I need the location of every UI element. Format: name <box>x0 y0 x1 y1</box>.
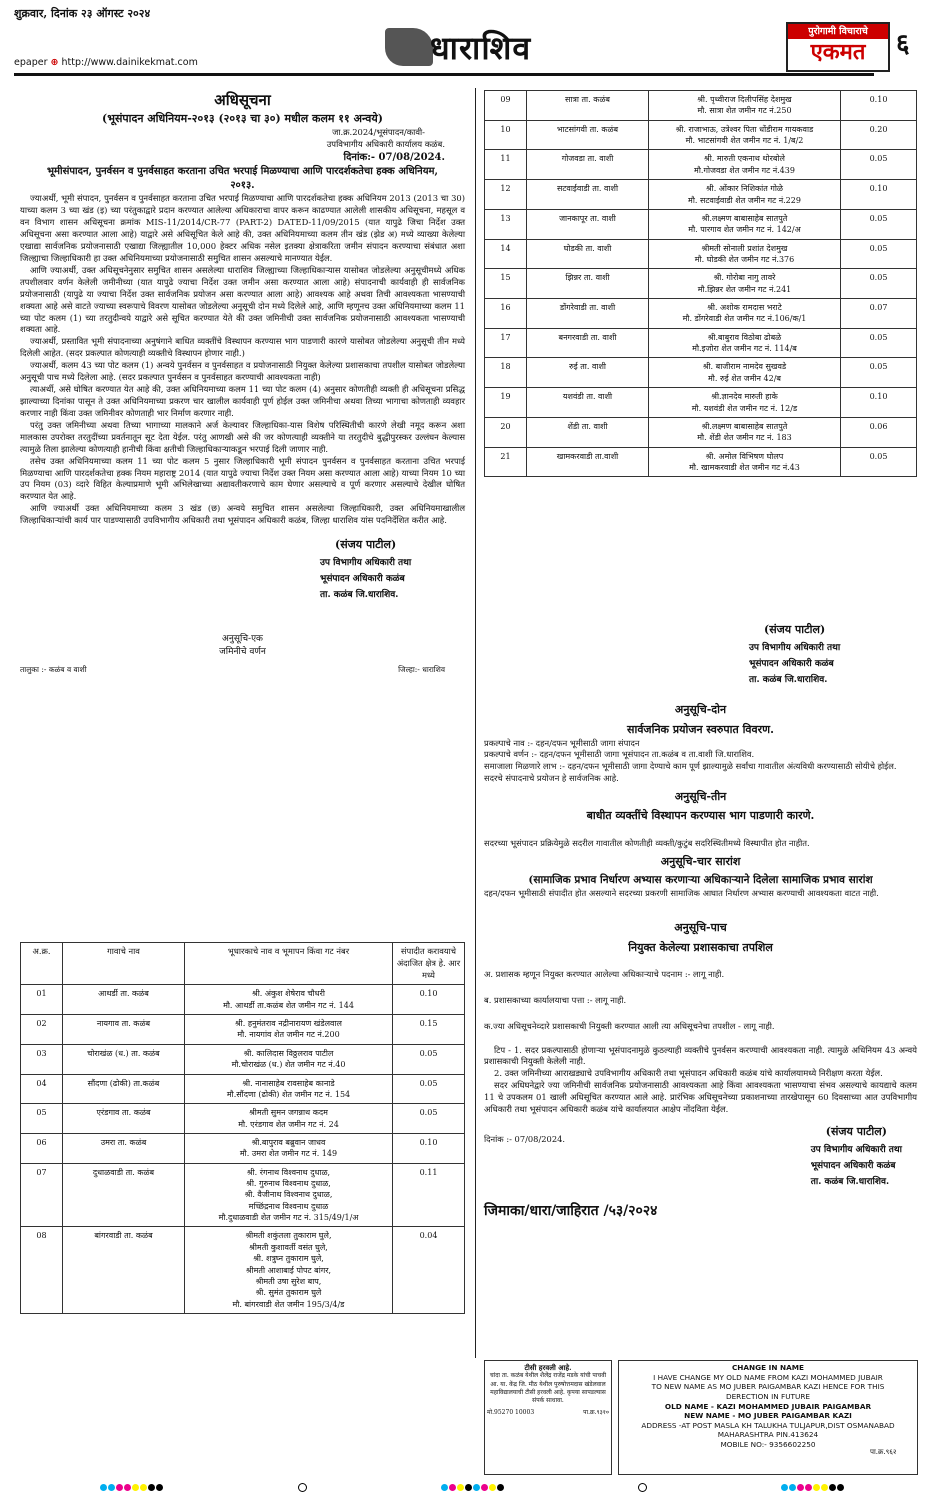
area-value: 0.10 <box>393 1133 465 1163</box>
holder-line: श्री. गुरुनाथ विश्वनाथ दुधाळ, <box>246 1179 331 1189</box>
signatory-closing-line-3: ता. कळंब जि.धाराशिव. <box>810 1177 890 1188</box>
holder-details <box>649 269 841 299</box>
table-row <box>21 1133 465 1163</box>
area-value: 0.05 <box>393 1044 465 1074</box>
holder-line: मौ.सौंदणा (ढोकी) शेत जमीन गट नं. 154 <box>226 1089 351 1099</box>
table-row <box>485 269 917 299</box>
village-name: बांगरवाडी ता. कळंब <box>63 1227 185 1314</box>
row-number: 08 <box>21 1227 63 1314</box>
village-name: सटवाईवाडी ता. वाशी <box>527 180 649 210</box>
village-name: बनगरवाडी ता. वाशी <box>527 328 649 358</box>
row-number: 14 <box>485 239 527 269</box>
lost-tc-phone: मो.95270 10003 <box>487 1408 535 1416</box>
holder-line: मौ. उमरा शेत जमीन गट नं. 149 <box>239 1149 338 1159</box>
notice-para-4: ज्याअर्थी, कलम 43 च्या पोट कलम (1) अन्वये पुनर्वसन व पुनर्वसाहत व प्रयोजनासाठी नियुक्त केलेल्या प्रशासकाचा तपशील यासोबत जोडलेल्या अनुसूची पाच मध्ये दिलेला आहे. (सदर प्रकल्पात पुनर्वसन व पुनर्वसाहत करण्याची आवश्यकता नाही) <box>20 360 465 383</box>
holder-details <box>649 239 841 269</box>
holder-details <box>649 328 841 358</box>
name-change-line-2: TO NEW NAME AS MO JUBER PAIGAMBAR KAZI HENCE FOR THIS <box>651 1382 885 1392</box>
registration-mark-icon <box>638 1483 647 1492</box>
signatory-name-right: (संजय पाटील) <box>764 623 826 636</box>
holder-details <box>185 1227 393 1314</box>
row-number: 06 <box>21 1133 63 1163</box>
schedule-5-note-3: सदर अधिघनेद्वारे ज्या जमिनीची सार्वजनिक प्रयोजनासाठी आवश्यकता आहे किंवा आवश्यकता भासण्याचा संभव असल्याचे कायद्याचे कलम 11 चे उपकलम 01 खाली अधिसूचित करण्यात आले आहे. प्रारंभिक अधिसूचनेच्या प्रकाशनाच्या तारखेपासून 60 दिवसाच्या आत उपविभागीय अधिकारी तथा भूसंपादन अधिकारी कळंब यांचे कार्यालयात आक्षेप नोंदविता येईल. <box>484 1080 917 1115</box>
holder-line: श्रीमती सोनाली प्रशांत देशमुख <box>701 243 788 253</box>
area-value: 0.10 <box>393 985 465 1015</box>
schedule-2-line-1: प्रकल्पाचे नाव :- दहन/दफन भूमीसाठी जागा संपादन <box>484 737 640 748</box>
holder-line: श्रीमती कुशावर्ती वसंत घुले, <box>249 1242 328 1252</box>
name-change-line-1: I HAVE CHANGE MY OLD NAME FROM KAZI MOHAMMED JUBAIR <box>653 1372 883 1382</box>
village-name: डोंगरेवाडी ता. वाशी <box>527 299 649 329</box>
holder-line: श्री.लक्ष्मण बाबासाहेब सातपुते <box>701 213 788 223</box>
signature-block <box>320 535 465 603</box>
signatory-right-line-1: उप विभागीय अधिकारी तथा <box>749 642 841 653</box>
area-value: 0.05 <box>841 328 917 358</box>
holder-line: मौ.झिन्नर शेत जमीन गट नं.241 <box>697 284 792 294</box>
schedule-3-text: सदरच्या भूसंपादन प्रक्रियेमुळे सदरील गावातील कोणतीही व्यक्ती/कुटुंब सदरिस्थितीमध्ये विस्थापीत होत नाहीत. <box>484 837 810 848</box>
signatory-line-2: भूसंपादन अधिकारी कळंब <box>320 574 405 585</box>
holder-line: श्री. राजाभाऊ, उत्रेश्वर पिता धोंडीराम गायकवाड <box>675 124 814 134</box>
notice-para-8: आणि ज्याअर्थी उक्त अधिनियमाच्या कलम 3 खंड (छ) अन्वये समुचित शासन असलेल्या जिल्हाधिकारी, उक्त अधिनियमाखालील जिल्हाधिकाऱ्यांची कार्य पार पाडण्यासाठी उपविभागीय अधिकारी तथा भूसंपादन अधिकारी कळंब, जिल्हा धाराशिव यांस पदनिर्देशित करीत आहे. <box>20 503 465 526</box>
holder-line: श्रीमती आशाबाई पोपट बांगर, <box>245 1265 332 1275</box>
village-name: गोजवडा ता. वाशी <box>527 150 649 180</box>
holder-line: मौ. डोंगरेवाडी शेत जमीन गट नं.106/क/1 <box>682 314 807 324</box>
holder-line: मौ.दुधाळवाडी शेत जमीन गट नं. 315/49/1/अ <box>218 1213 359 1223</box>
row-number: 05 <box>21 1104 63 1134</box>
lost-tc-title: टीसी हरवली आहे. <box>524 1363 572 1372</box>
holder-line: मौ.गोजवडा शेत जमीन गट नं.439 <box>694 165 795 175</box>
holder-details <box>185 985 393 1015</box>
lost-tc-ad <box>484 1360 612 1475</box>
signatory-right-line-2: भूसंपादन अधिकारी कळंब <box>749 658 834 669</box>
holder-line: मौ. आथर्डी ता.कळंब शेत जमीन गट नं. 144 <box>223 1000 354 1010</box>
area-value: 0.10 <box>841 180 917 210</box>
row-number: 17 <box>485 328 527 358</box>
notice-title: अधिसूचना <box>214 91 271 109</box>
area-value: 0.07 <box>841 299 917 329</box>
area-value: 0.05 <box>841 269 917 299</box>
col-header-village: गावाचे नाव <box>63 943 185 985</box>
name-change-line-8: MOBILE NO:- 9356602250 <box>720 1440 816 1449</box>
name-change-line-4: OLD NAME - KAZI MOHAMMED JUBAIR PAIGAMBAR <box>664 1401 872 1411</box>
row-number: 15 <box>485 269 527 299</box>
holder-line: श्री.बापुराव बब्रुवान जाधव <box>251 1137 326 1147</box>
notice-para-1: ज्याअर्थी, भूमी संपादन, पुनर्वसन व पुनर्वसाहत करताना उचित भरपाई मिळण्याचा आणि पारदर्शकतेचा हक्क अधिनियम 2013 (2013 चा 30) याच्या कलम 3 च्या खंड (इ) च्या परंतुकाद्वारे प्रदान करण्यात आलेल्या अधिकाराचा वापर करून काढण्यात आलेली शासकीय अधिसूचना, महसूल व वन विभाग शासन अधिसूचना क्रमांक MIS-11/2014/CR-77 (PART-2) DATED-11/09/2015 (यात यापुढे जिचा निर्देश उक्त अधिसूचना असा करण्यात आला आहे) याद्वारे असे अधिसूचित केले आहे की, उक्त अधिनियमाच्या कलम तीन खंड (झेड अ) मध्ये व्याख्या केलेल्या एखाद्या सार्वजनिक प्रयोजनासाठी एखाद्या जिल्ह्यातील 10,000 हेक्टर अधिक नसेल इतक्या क्षेत्राकरिता जमीन संपादन करण्याचा संबंधात अशा जिल्ह्याचा जिल्हाधिकारी हा उक्त अधिनियमाच्या प्रयोजनासाठी समुचित शासन असल्याचे मानण्यात येईल. <box>20 193 465 263</box>
notice-para-6: परंतु उक्त जमिनीच्या अथवा तिच्या भागाच्या मालकाने अर्ज केल्यावर जिल्हाधिका-यास विशेष परिस्थितीची कारणे लेखी नमूद करून अशा मालकास उपरोक्त तरतुदींच्या प्रवर्तनातून सूट देता येईल. परंतु आणखी असे की जर कोणत्याही व्यक्तीने या तरतुदीचे बुद्धीपुरस्कर उल्लंघन केल्यास त्यामुळे तिला झालेल्या कोणत्याही हानीची किंवा क्षतीची जिल्हाधिकाऱ्याकडून भरपाई दिली जाणार नाही. <box>20 419 465 454</box>
village-name: चोराखंळ (ध.) ता. कळंब <box>63 1044 185 1074</box>
table-row <box>485 239 917 269</box>
schedule-3-heading: बाधीत व्यक्तींचे विस्थापन करण्यास भाग पाडणारी कारणे. <box>586 809 815 823</box>
schedule-2-line-2: प्रकल्पाचे वर्णन :- दहन/दफन भूमीसाठी जागा भूसंपादन ता.कळंब व ता.वाशी जि.धाराशिव. <box>484 749 755 760</box>
holder-line: मौ. बांगरवाडी शेत जमीन 195/3/4/ड <box>232 1299 345 1309</box>
schedule-1-table-right <box>484 90 917 477</box>
table-row <box>21 1015 465 1045</box>
holder-line: मच्छिंद्रनाथ विश्वनाथ दुधाळ <box>248 1201 329 1211</box>
schedules-column <box>484 620 917 1222</box>
schedule-1-table-left <box>20 942 465 1314</box>
col-header-no: अ.क्र. <box>21 943 63 985</box>
holder-line: श्री. ओंकार निशिकांत गोळे <box>705 184 784 194</box>
village-name: रुई ता. वाशी <box>527 358 649 388</box>
epaper-line <box>14 56 198 69</box>
name-change-title: CHANGE IN NAME <box>731 1363 805 1372</box>
table-row <box>21 1104 465 1134</box>
signature-block-right <box>749 620 917 688</box>
schedule-4-title: अनुसूचि-चार सारांश <box>660 854 741 868</box>
village-name: भाटसांगवी ता. कळंब <box>527 120 649 150</box>
schedule-5-title: अनुसूचि-पाच <box>674 921 727 934</box>
taluka-row <box>20 665 465 676</box>
holder-details <box>649 299 841 329</box>
print-registration-strip <box>100 1483 845 1493</box>
schedule-4-text: दहन/दफन भूमीसाठी संपादीत होत असल्याने सदरच्या प्रकरणी सामाजिक आघात निर्धारण अभ्यास करण्याची आवश्यकता वाटत नाही. <box>484 888 879 899</box>
col-header-area: संपादीत करावयाचे अंदाजित क्षेत्र हे. आर मध्ये <box>393 943 465 985</box>
area-value: 0.05 <box>393 1074 465 1104</box>
signatory-name-closing: (संजय पाटील) <box>825 1125 887 1139</box>
brand-logo <box>786 22 890 72</box>
schedule-5-heading: नियुक्त केलेल्या प्रशासकाचा तपशिल <box>628 940 773 954</box>
row-number: 19 <box>485 388 527 418</box>
holder-line: मौ. घोडकी शेत जमीन गट नं.376 <box>694 254 795 264</box>
signatory-right-line-3: ता. कळंब जि.धाराशिव. <box>749 675 828 686</box>
taluka-label: तालुका :- कळंब व वाशी <box>20 665 87 675</box>
area-value: 0.05 <box>841 358 917 388</box>
website-link[interactable]: http://www.dainikekmat.com <box>61 57 198 68</box>
page-header <box>0 0 945 100</box>
holder-line: श्री. सुमंत तुकाराम घुले <box>255 1288 322 1298</box>
table-row <box>21 1163 465 1227</box>
holder-line: मौ. सटवाईवाडी शेत जमीन गट नं.229 <box>688 195 801 205</box>
holder-details <box>649 358 841 388</box>
table-row <box>485 209 917 239</box>
issue-date: शुक्रवार, दिनांक २३ ऑगस्ट २०२४ <box>14 7 151 20</box>
village-name: जानकापूर ता. वाशी <box>527 209 649 239</box>
holder-line: मौ. एरंडगाव शेत जमीन गट नं. 24 <box>238 1119 339 1129</box>
notice-subtitle: (भूसंपादन अधिनियम-२०१३ (२०१३ चा ३०) मधील कलम ११ अन्वये) <box>102 112 383 126</box>
row-number: 10 <box>485 120 527 150</box>
table-row <box>485 180 917 210</box>
schedule-4-heading: (सामाजिक प्रभाव निर्धारण अभ्यास करणाऱ्या अधिकाऱ्याने दिलेला सामाजिक प्रभाव सारांश <box>528 874 873 887</box>
table-row <box>21 1227 465 1314</box>
holder-line: श्री. हनुमंतराव नद्रीनारायण खंडेलवाल <box>235 1019 342 1029</box>
name-change-code: पा.क्र.९६२ <box>870 1448 897 1456</box>
holder-line: श्री. वैजीनाथ विश्वनाथ दुधाळ, <box>244 1190 333 1200</box>
name-change-line-5: NEW NAME - MO JUBER PAIGAMBAR KAZI <box>684 1411 852 1421</box>
district-map-icon <box>385 28 433 66</box>
row-number: 11 <box>485 150 527 180</box>
schedule-2-title: अनुसूचि-दोन <box>674 703 727 717</box>
holder-details <box>185 1104 393 1134</box>
lost-tc-code: पा.क्र.९३१० <box>583 1408 609 1416</box>
area-value: 0.10 <box>841 388 917 418</box>
notice-para-7: तसेच उक्त अधिनियमाच्या कलम 11 च्या पोट कलम 5 नुसार जिल्हाधिकारी भूमी संपादन पुनर्वसन व पुनर्वसाहत करताना उचित भरपाई मिळण्याचा आणि पारदर्शकतेचा हक्क नियम महाराष्ट्र 2014 (यात यापुढे ज्याचा निर्देश उक्त नियम असा करण्यात आला आहे) याच्या नियम 10 च्या उप नियम (03) व्दारे विहित केल्याप्रमाणे भूमी अभिलेखाच्या अद्यावतीकरणाचे काम घेणार असल्याचे व पूर्ण करणार असल्याचे देखील घोषित करण्यात येत आहे. <box>20 455 465 502</box>
village-name: झिन्नर ता. वाशी <box>527 269 649 299</box>
closing-row <box>484 1122 917 1190</box>
table-row <box>485 150 917 180</box>
holder-line: मौ. नायगांव शेत जमीन गट नं.200 <box>237 1030 340 1040</box>
holder-line: मौ. खामकरवाडी शेत जमीन गट नं.43 <box>689 462 800 472</box>
table-row <box>21 985 465 1015</box>
lost-tc-footer <box>487 1409 609 1417</box>
schedule-1-title: अनुसूचि-एक <box>222 634 263 645</box>
holder-details <box>649 150 841 180</box>
holder-details <box>649 180 841 210</box>
holder-line: श्री. अमोल विभिषण घोलप <box>705 451 784 461</box>
signature-block-closing <box>811 1122 902 1190</box>
village-name: सात्रा ता. कळंब <box>527 91 649 121</box>
area-value: 0.10 <box>841 91 917 121</box>
table-row <box>485 120 917 150</box>
row-number: 16 <box>485 299 527 329</box>
row-number: 18 <box>485 358 527 388</box>
village-name: नायगाव ता. कळंब <box>63 1015 185 1045</box>
table-row <box>485 91 917 121</box>
area-value: 0.20 <box>841 120 917 150</box>
holder-details <box>185 1163 393 1227</box>
holder-line: मौ. यशवंडी शेत जमीन गट नं. 12/ड <box>691 403 798 413</box>
holder-line: श्री. नानासाहेब रावसाहेब कानाडे <box>242 1078 335 1088</box>
table-row <box>485 299 917 329</box>
schedule-5-k: क.ज्या अधिसूचनेव्दारे प्रशासकाची नियुक्ती करण्यात आली त्या अधिसूचनेचा तपशील - लागू नाही. <box>484 1020 775 1031</box>
holder-line: श्री. रंगनाथ विश्वनाथ दुधाळ, <box>246 1167 331 1177</box>
schedule-2-heading: सार्वजनिक प्रयोजन स्वरुपात विवरण. <box>627 722 774 736</box>
holder-details <box>185 1074 393 1104</box>
schedule-5-b: ब. प्रशासकाच्या कार्यालयाचा पत्ता :- लागू नाही. <box>484 995 627 1005</box>
holder-line: मौ.चोराखंळ (ध.) शेत जमीन गट नं.40 <box>231 1060 346 1070</box>
village-name: एरंडगाव ता. कळंब <box>63 1104 185 1134</box>
village-name: आथर्डी ता. कळंब <box>63 985 185 1015</box>
holder-line: श्री. कालिदास विठ्ठलराव पाटील <box>243 1048 334 1058</box>
village-name: उमरा ता. कळंब <box>63 1133 185 1163</box>
holder-line: श्री. गोरोबा नागु तावरे <box>713 273 776 283</box>
row-number: 01 <box>21 985 63 1015</box>
signatory-name: (संजय पाटील) <box>335 538 397 552</box>
holder-details <box>185 1015 393 1045</box>
name-change-line-6: ADDRESS -AT POST MASLA KH TALUKHA TULJAPUR,DIST OSMANABAD <box>641 1420 895 1430</box>
row-number: 04 <box>21 1074 63 1104</box>
holder-line: मौ. भाटसांगवी शेत जमीन गट नं. 1/ब/2 <box>685 136 804 146</box>
notice-para-2: आणि ज्याअर्थी, उक्त अधिसूचनेनुसार समुचित शासन असलेल्या धाराशिव जिल्ह्याच्या जिल्हाधिकाऱ्यास यासोबत जोडलेल्या अनुसूचीमध्ये अधिक तपशीलवार वर्णन केलेली जमीनीच्या (यात यापुढे ज्याचा निर्देश उक्त जमीन असा करण्यात आला आहे) संपादनाची कार्यवाही ही सार्वजनिक प्रयोजनासाठी (यापुढे या ज्याचा निर्देश उक्त सार्वजनिक प्रयोजन असा करण्यात आला आहे) आवश्यक आहे अथवा तिची आवश्यकता भासण्याची शक्यता आहे असे वाटते ज्याच्या स्वरूपाचे विवरण यासोबत जोडलेल्या अनुसूची दोन मध्ये दिलेले आहे, आणि म्हणूनच उक्त अधिनियमाच्या कलम 11 च्या पोट कलम (1) च्या तरतुदीन्वये याद्वारे असे सूचित करण्यात येते की उक्त जमिनीची उक्त सार्वजनिक प्रयोजनासाठी आवश्यकता भासण्याची शक्यता आहे. <box>20 264 465 335</box>
village-name: सौंदणा (ढोकी) ता.कळंब <box>63 1074 185 1104</box>
holder-details <box>185 1133 393 1163</box>
signatory-line-1: उप विभागीय अधिकारी तथा <box>320 557 412 568</box>
col-header-holder: भूधारकाचे नाव व भूमापन किंवा गट नंबर <box>185 943 393 985</box>
village-name: खामकरवाडी ता.वाशी <box>527 447 649 477</box>
act-title: भूमीसंपादन, पुनर्वसन व पुनर्वसाहत करताना उचित भरपाई मिळण्याचा आणि पारदर्शकतेचा हक्क अधिनियम, २०१३. <box>47 165 438 192</box>
area-value: 0.05 <box>841 150 917 180</box>
village-name: दुधाळवाडी ता. कळंब <box>63 1163 185 1227</box>
color-dots-right <box>781 1483 845 1493</box>
notice-ref-2: उपविभागीय अधिकारी कार्यालय कळंब. <box>326 138 445 149</box>
name-change-line-7: MAHARASHTRA PIN.413624 <box>717 1430 819 1440</box>
holder-details <box>649 447 841 477</box>
holder-line: मौ. पारगाव शेत जमीन गट नं. 142/अ <box>688 225 801 235</box>
area-value: 0.05 <box>841 239 917 269</box>
notice-column <box>20 90 465 680</box>
row-number: 02 <box>21 1015 63 1045</box>
table-row <box>21 1074 465 1104</box>
holder-details <box>649 91 841 121</box>
name-change-line-3: DERECTION IN FUTURE <box>725 1391 811 1401</box>
holder-details <box>649 209 841 239</box>
row-number: 09 <box>485 91 527 121</box>
schedule-1-sub: जमिनीचे वर्णन <box>219 647 266 658</box>
holder-line: श्री.ज्ञानदेव मारुती हाके <box>711 392 778 402</box>
holder-line: श्री. पृथ्वीराज दिलीपसिंह देशमुख <box>697 95 792 104</box>
village-name: शेंडी ता. वाशी <box>527 417 649 447</box>
signatory-closing-line-2: भूसंपादन अधिकारी कळंब <box>810 1161 896 1172</box>
holder-line: श्रीमती सुमन जगन्नाथ कदम <box>249 1108 328 1118</box>
closing-date: दिनांक :- 07/08/2024. <box>484 1134 566 1145</box>
row-number: 21 <box>485 447 527 477</box>
area-value: 0.05 <box>841 447 917 477</box>
lost-tc-body: चांदा ता. कळंब येथील शैलेंद्र राजेंद्र मडके यांची पाचवी आ. या. केंद्र जि. मीठ येथील पुरुषोत्तमदास खंडेलवाल महाविद्यालयाची टीसी हरवली आहे. कृपया सापडल्यास संपर्क साधावा. <box>489 1372 607 1404</box>
area-value: 0.05 <box>841 209 917 239</box>
holder-line: मौ. सात्रा शेत जमीन गट नं.250 <box>697 106 792 116</box>
table-row <box>485 328 917 358</box>
holder-line: श्रीमती उषा सुरेश बाप, <box>255 1276 322 1286</box>
village-name: घोडकी ता. वाशी <box>527 239 649 269</box>
table-row <box>21 1044 465 1074</box>
holder-line: मौ.इजोरा शेत जमीन गट नं. 114/ब <box>692 344 797 354</box>
row-number: 20 <box>485 417 527 447</box>
holder-line: श्री. अंकुश शेषेराव चौधरी <box>252 989 325 999</box>
brand-name: एकमत <box>810 40 866 66</box>
row-number: 03 <box>21 1044 63 1074</box>
table-row <box>485 447 917 477</box>
holder-line: श्री. शत्रुघ्न तुकाराम घुले, <box>253 1254 324 1264</box>
holder-line: श्रीमती शकुंतला तुकाराम घुले, <box>245 1231 332 1241</box>
globe-icon: ⊕ <box>50 57 59 68</box>
masthead-title: धाराशिव <box>430 29 532 67</box>
table-row <box>485 417 917 447</box>
notice-para-5: त्याअर्थी, असे घोषित करण्यात येत आहे की, उक्त अधिनियमाच्या कलम 11 च्या पोट कलम (4) अनुसार कोणतीही व्यक्ती ही अधिसूचना प्रसिद्ध झाल्याच्या दिनांका पासून ते उक्त अधिनियमाच्या प्रकरण चार खालील कार्यवाही पूर्ण होईल उक्त जमिनीचा अथवा तिच्या भागाचा कोणताही व्यवहार करणार नाही किंवा उक्त जमिनीवर कोणताही भार निर्माण करणार नाही. <box>20 384 465 418</box>
schedule-5-note-2: 2. उक्त जमिनीच्या आराखड्याचे उपविभागीय अधिकारी तथा भूसंपादन अधिकारी कळंब यांचे कार्यालयामध्ये निरीक्षण करता येईल. <box>494 1068 883 1079</box>
notice-ref-1: जा.क्र.2024/भूसंपादन/कावी- <box>332 126 425 137</box>
header-rule <box>14 73 874 76</box>
holder-line: श्री.लक्ष्मण बाबासाहेब सातपुते <box>701 421 788 431</box>
holder-details <box>649 388 841 418</box>
column-divider <box>475 88 476 1358</box>
epaper-label: epaper <box>14 57 48 68</box>
table-row <box>485 358 917 388</box>
district-label: जिल्हा:- धाराशिव <box>398 665 445 675</box>
holder-details <box>649 120 841 150</box>
page-number: ६ <box>896 29 910 59</box>
notice-date: दिनांक:- 07/08/2024. <box>343 151 445 163</box>
brand-tagline: पुरोगामी विचाराचे <box>788 24 888 39</box>
row-number: 07 <box>21 1163 63 1227</box>
holder-details <box>649 417 841 447</box>
holder-line: श्री. बाजीराम नामदेव सुखवडे <box>702 362 787 372</box>
area-value: 0.04 <box>393 1227 465 1314</box>
table-row <box>485 388 917 418</box>
holder-line: मौ. रुई शेत जमीन 42/ब <box>708 373 781 383</box>
row-number: 12 <box>485 180 527 210</box>
schedule-3-title: अनुसूचि-तीन <box>674 789 727 803</box>
color-dots-mid <box>441 1483 505 1493</box>
signatory-line-3: ता. कळंब जि.धाराशिव. <box>320 590 399 601</box>
color-dots-left <box>100 1483 164 1493</box>
holder-line: मौ. शेंडी शेत जमीन गट नं. 183 <box>697 433 792 443</box>
schedule-5-note-1: टिप - 1. सदर प्रकल्पासाठी होणाऱ्या भूसंपादनामुळे कुठल्याही व्यक्तीचे पुनर्वसन करण्याची आवश्यकता नाही. त्यामुळे अधिनियम 43 अन्वये प्रशासकाची नियुक्ती केलेली नाही. <box>484 1044 917 1067</box>
village-name: यशवंडी ता. वाशी <box>527 388 649 418</box>
area-value: 0.06 <box>841 417 917 447</box>
holder-line: श्री. मारुती एकनाथ थोरबोले <box>704 154 785 164</box>
signatory-closing-line-1: उप विभागीय अधिकारी तथा <box>810 1144 902 1155</box>
row-number: 13 <box>485 209 527 239</box>
advertisement-ref: जिमाका/धारा/जाहिरात /५३/२०२४ <box>484 1203 658 1220</box>
schedule-2-line-3: समाजाला मिळणारे लाभ :- दहन/दफन भूमीसाठी जागा देण्याचे काम पूर्ण झाल्यामुळे सर्वांचा गावातील अंत्यविधी करण्यासाठी सोयीचे होईल. सदरचे संपादनाचे प्रयोजन हे सार्वजनिक आहे. <box>484 761 897 783</box>
area-value: 0.05 <box>393 1104 465 1134</box>
notice-para-3: ज्याअर्थी, प्रस्तावित भूमी संपादनाच्या अनुषंगाने बाधित व्यक्तींचे विस्थापन करण्यास भाग पाडणारी कारणे यासोबत जोडलेल्या अनुसूची तीन मध्ये दिलेली आहेत. (सदर प्रकल्पात कोणत्याही व्यक्तीचे विस्थापन होणार नाही.) <box>20 336 465 359</box>
area-value: 0.15 <box>393 1015 465 1045</box>
holder-line: श्री. अशोक रामदास भराटे <box>707 303 782 313</box>
schedule-5-a: अ. प्रशासक म्हणून नियुक्त करण्यात आलेल्या अधिकाऱ्याचे पदनाम :- लागू नाही. <box>484 969 725 980</box>
holder-details <box>185 1044 393 1074</box>
registration-mark-icon <box>298 1483 307 1492</box>
holder-line: श्री.बाबुराव विठोबा ढोबळे <box>707 332 782 342</box>
area-value: 0.11 <box>393 1163 465 1227</box>
